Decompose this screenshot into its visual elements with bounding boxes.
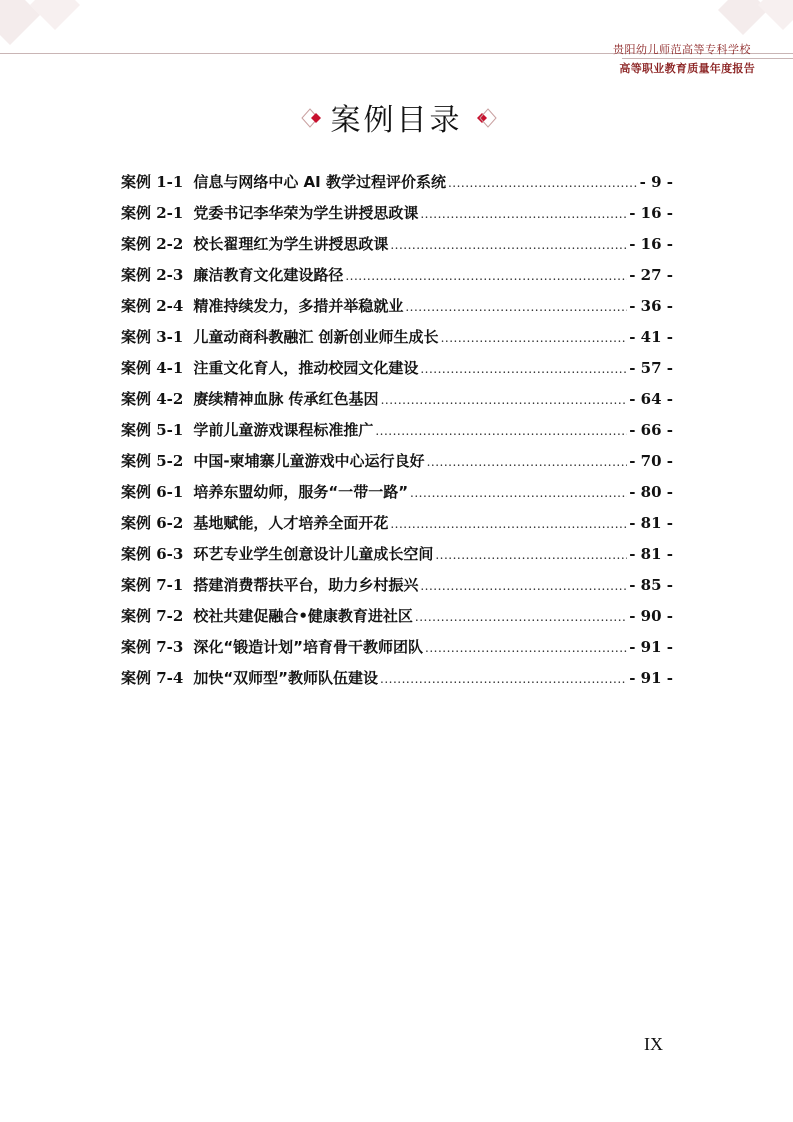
toc-entry[interactable] [121, 512, 673, 543]
toc-entry-label [121, 295, 403, 316]
toc-entry-page: - 70 - [629, 452, 673, 470]
page-title: 案例目录 [330, 103, 463, 138]
toc-entry-title: 加快“双师型”教师队伍建设 [193, 669, 379, 687]
toc-dot-leader [381, 393, 628, 407]
toc-entry[interactable] [121, 667, 673, 698]
toc-dot-leader [390, 517, 627, 531]
header-school-name: 贵阳幼儿师范高等专科学校 [613, 43, 751, 56]
page-number: IX [644, 1034, 663, 1054]
toc-entry-number: 案例 6-2 [121, 514, 184, 532]
toc-entry-page: - 41 - [629, 328, 673, 346]
toc-entry-page: - 90 - [629, 607, 673, 625]
toc-entry-label [121, 605, 413, 626]
toc-dot-leader [427, 455, 628, 469]
toc-entry-page: - 66 - [629, 421, 673, 439]
toc-entry-title: 培养东盟幼师，服务“一带一路” [193, 483, 409, 501]
toc-list [121, 171, 673, 698]
toc-dot-leader [375, 424, 627, 438]
toc-dot-leader [435, 548, 627, 562]
toc-entry-page: - 64 - [629, 390, 673, 408]
toc-entry-label [121, 543, 433, 564]
toc-entry[interactable] [121, 481, 673, 512]
toc-entry[interactable] [121, 357, 673, 388]
toc-heading [0, 95, 793, 139]
toc-entry-number: 案例 5-1 [121, 421, 184, 439]
toc-entry-title: 深化“锻造计划”培育骨干教师团队 [193, 638, 424, 656]
toc-entry-title: 精准持续发力，多措并举稳就业 [193, 297, 404, 315]
toc-entry[interactable] [121, 636, 673, 667]
toc-entry[interactable] [121, 388, 673, 419]
header-decoration-left [0, 0, 110, 45]
toc-entry[interactable] [121, 171, 673, 202]
toc-entry-number: 案例 7-3 [121, 638, 184, 656]
header-decoration-right [683, 0, 793, 45]
toc-entry-number: 案例 1-1 [121, 173, 184, 191]
toc-entry-title: 搭建消费帮扶平台，助力乡村振兴 [193, 576, 419, 594]
toc-entry-title: 基地赋能，人才培养全面开花 [193, 514, 389, 532]
toc-entry[interactable] [121, 605, 673, 636]
toc-entry-number: 案例 2-4 [121, 297, 184, 315]
toc-entry-number: 案例 7-1 [121, 576, 184, 594]
toc-entry[interactable] [121, 574, 673, 605]
toc-entry[interactable] [121, 419, 673, 450]
toc-entry[interactable] [121, 295, 673, 326]
toc-entry-title: 信息与网络中心 AI 教学过程评价系统 [193, 173, 446, 191]
toc-entry-title: 环艺专业学生创意设计儿童成长空间 [193, 545, 434, 563]
toc-entry-page: - 57 - [629, 359, 673, 377]
toc-entry-label [121, 419, 373, 440]
diamond-right-icon [473, 107, 493, 127]
toc-entry-label [121, 233, 388, 254]
toc-entry-number: 案例 2-2 [121, 235, 184, 253]
toc-entry-number: 案例 6-1 [121, 483, 184, 501]
toc-entry-page: - 36 - [629, 297, 673, 315]
toc-entry-label [121, 450, 425, 471]
toc-entry-title: 注重文化育人，推动校园文化建设 [193, 359, 419, 377]
toc-entry-label [121, 512, 388, 533]
toc-entry-label [121, 357, 418, 378]
toc-entry-page: - 9 - [639, 173, 673, 191]
toc-entry-number: 案例 6-3 [121, 545, 184, 563]
toc-entry-number: 案例 4-1 [121, 359, 184, 377]
toc-dot-leader [420, 579, 627, 593]
toc-entry-number: 案例 5-2 [121, 452, 184, 470]
toc-entry-number: 案例 2-1 [121, 204, 184, 222]
toc-entry-number: 案例 4-2 [121, 390, 184, 408]
toc-entry-title: 学前儿童游戏课程标准推广 [193, 421, 374, 439]
toc-entry[interactable] [121, 233, 673, 264]
toc-entry-number: 案例 2-3 [121, 266, 184, 284]
toc-dot-leader [425, 641, 627, 655]
toc-entry-number: 案例 7-2 [121, 607, 184, 625]
toc-entry-label [121, 171, 446, 192]
toc-entry-page: - 16 - [629, 235, 673, 253]
header-report-name: 高等职业教育质量年度报告 [619, 62, 755, 75]
toc-entry-title: 党委书记李华荣为学生讲授思政课 [193, 204, 419, 222]
toc-entry[interactable] [121, 264, 673, 295]
toc-dot-leader [405, 300, 627, 314]
toc-entry-label [121, 326, 439, 347]
diamond-left-icon [301, 107, 321, 127]
toc-entry[interactable] [121, 326, 673, 357]
toc-entry-page: - 80 - [629, 483, 673, 501]
toc-entry-title: 儿童动商科教融汇 创新创业师生成长 [193, 328, 439, 346]
toc-entry-title: 赓续精神血脉 传承红色基因 [193, 390, 379, 408]
toc-entry-label [121, 264, 343, 285]
toc-entry[interactable] [121, 543, 673, 574]
toc-dot-leader [441, 331, 628, 345]
toc-entry-page: - 81 - [629, 514, 673, 532]
toc-entry-label [121, 202, 418, 223]
toc-entry-label [121, 667, 378, 688]
toc-dot-leader [448, 176, 638, 190]
toc-entry-page: - 16 - [629, 204, 673, 222]
toc-entry-label [121, 574, 418, 595]
toc-entry-label [121, 388, 379, 409]
toc-entry[interactable] [121, 450, 673, 481]
toc-entry-page: - 27 - [629, 266, 673, 284]
toc-dot-leader [415, 610, 627, 624]
toc-entry-page: - 81 - [629, 545, 673, 563]
toc-entry-title: 校社共建促融合•健康教育进社区 [193, 607, 413, 625]
toc-entry-page: - 91 - [629, 669, 673, 687]
toc-entry-page: - 91 - [629, 638, 673, 656]
toc-dot-leader [410, 486, 627, 500]
toc-entry-number: 案例 3-1 [121, 328, 184, 346]
toc-entry[interactable] [121, 202, 673, 233]
toc-entry-title: 校长翟理红为学生讲授思政课 [193, 235, 389, 253]
toc-entry-title: 中国-柬埔寨儿童游戏中心运行良好 [193, 452, 425, 470]
toc-entry-number: 案例 7-4 [121, 669, 184, 687]
toc-entry-title: 廉洁教育文化建设路径 [193, 266, 344, 284]
toc-entry-label [121, 481, 408, 502]
toc-dot-leader [345, 269, 627, 283]
toc-entry-page: - 85 - [629, 576, 673, 594]
header-rule-secondary [622, 58, 793, 59]
toc-entry-label [121, 636, 423, 657]
toc-dot-leader [420, 362, 627, 376]
toc-dot-leader [390, 238, 627, 252]
toc-dot-leader [420, 207, 627, 221]
toc-dot-leader [380, 672, 627, 686]
